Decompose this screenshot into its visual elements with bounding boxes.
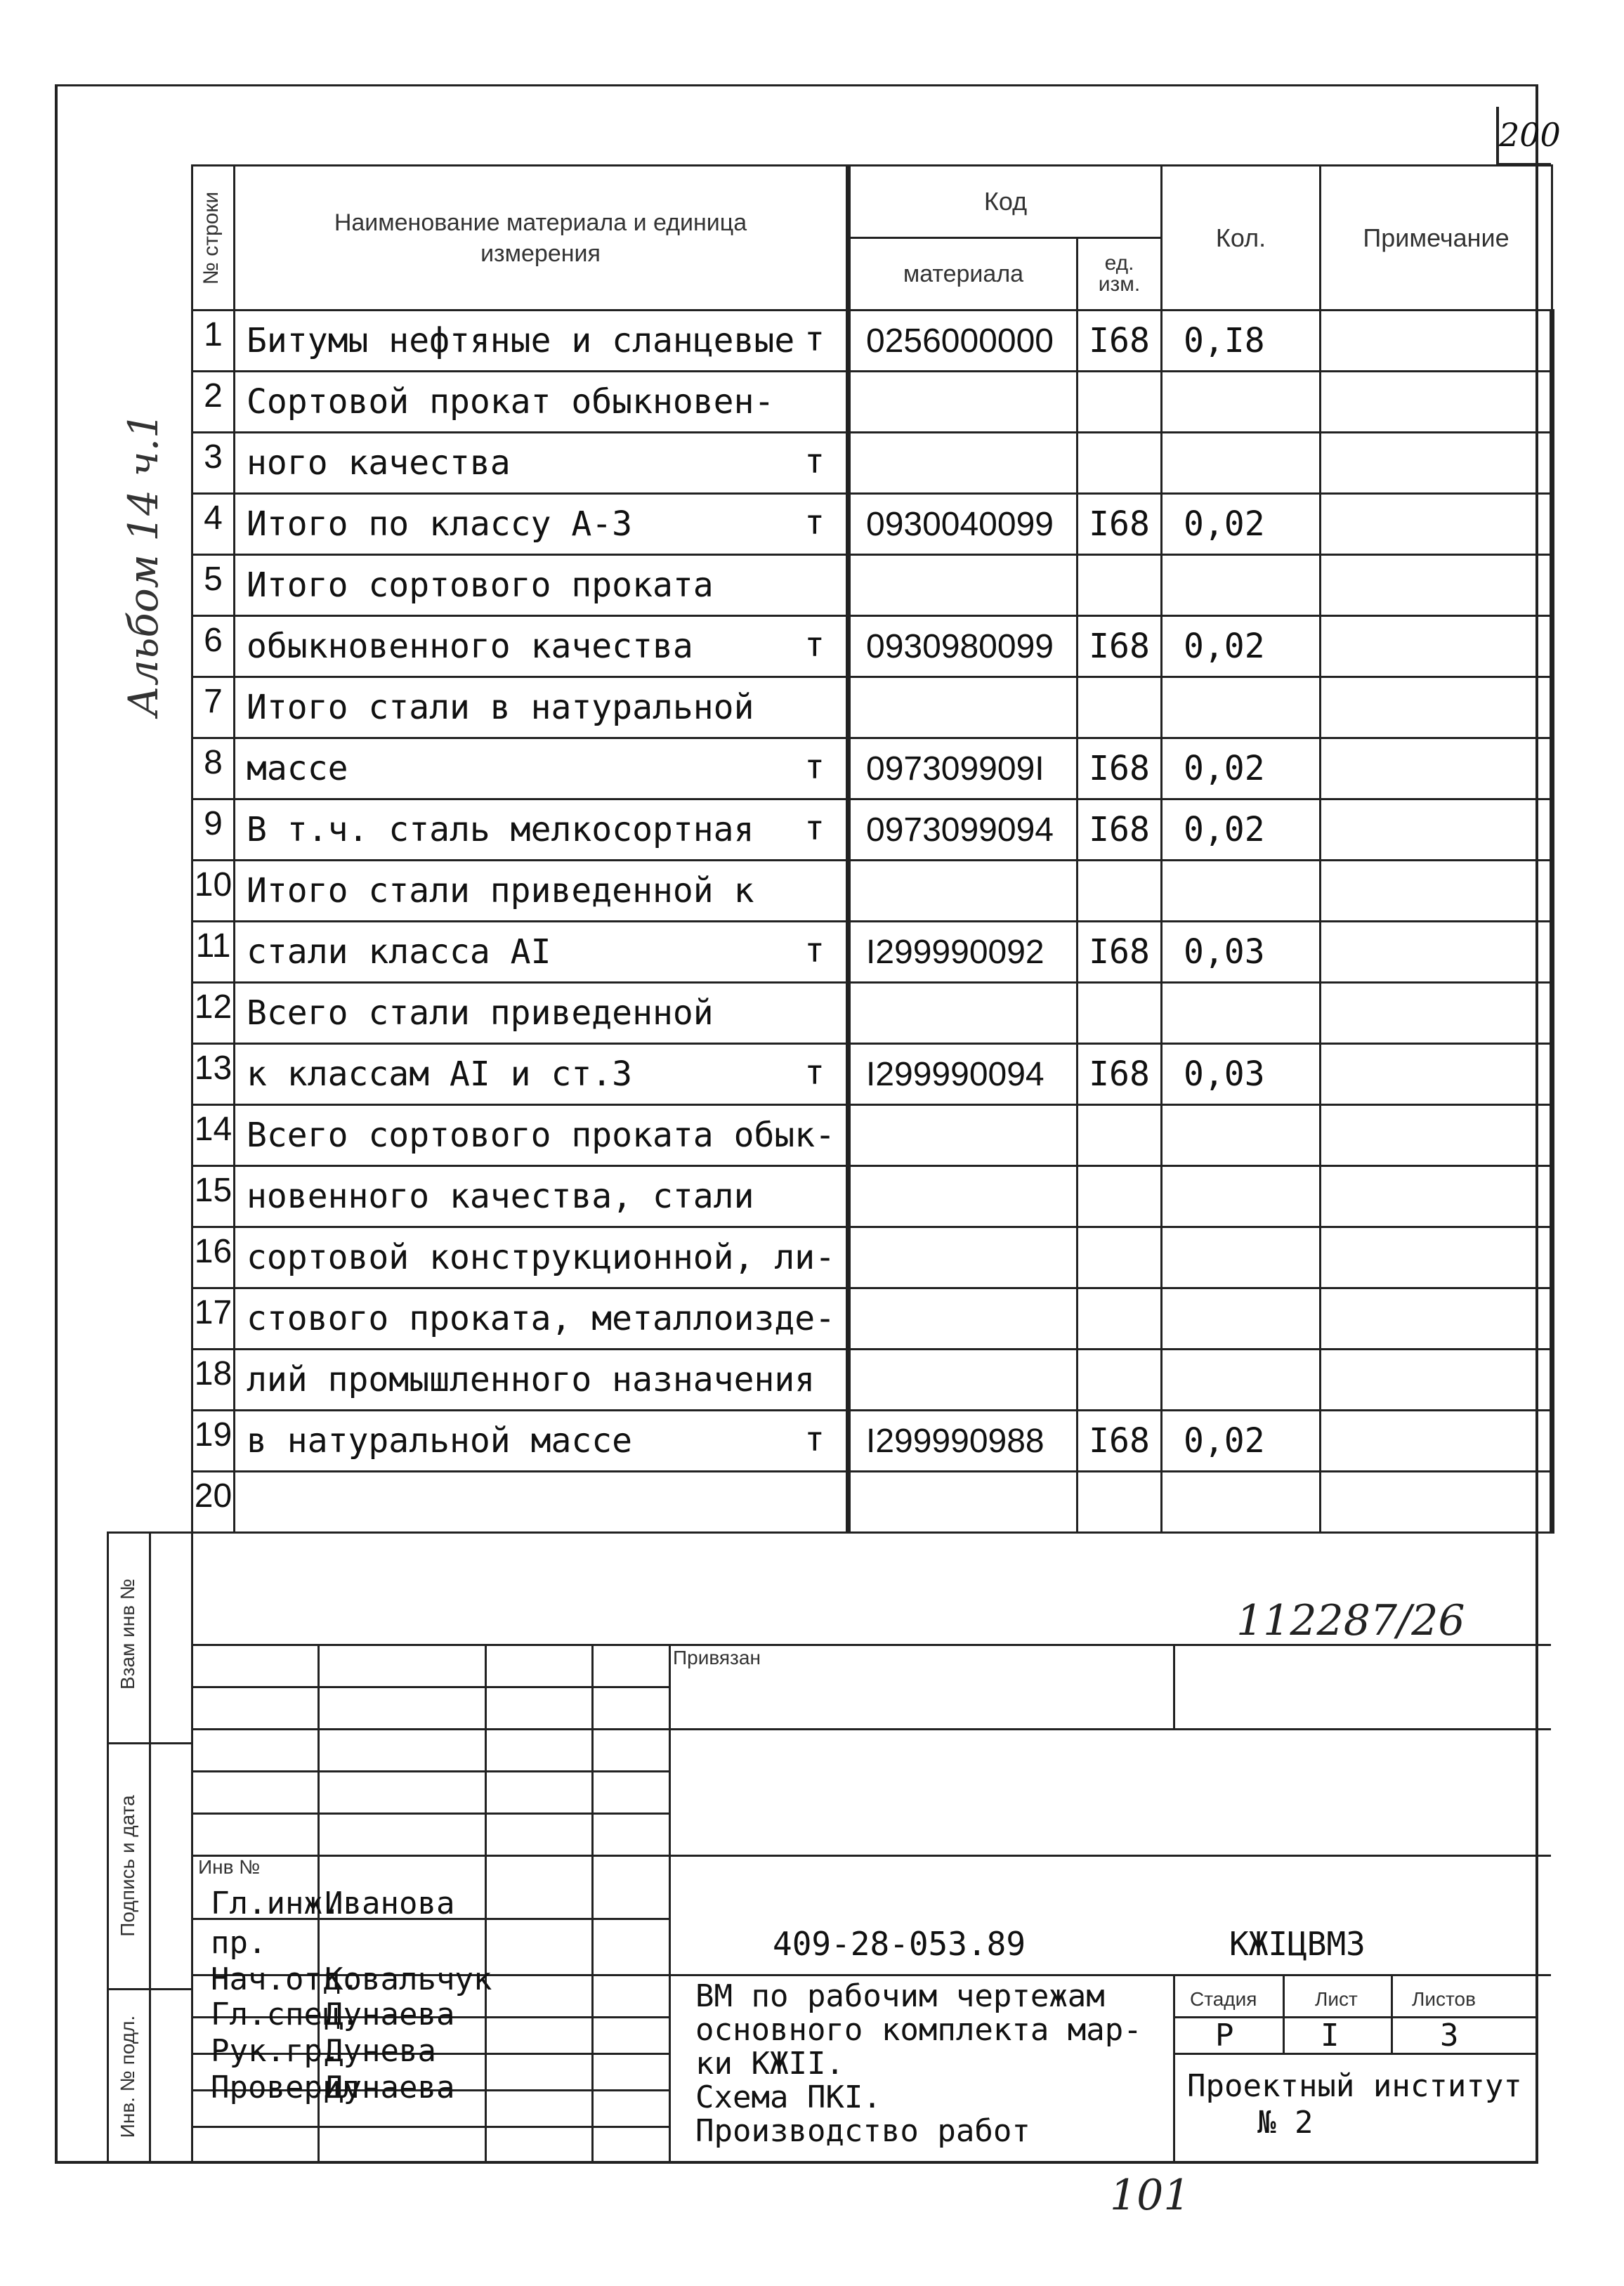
divider	[1173, 1974, 1175, 2164]
signature-name: Дунева	[325, 2033, 436, 2069]
note	[1321, 1411, 1552, 1472]
material-code	[849, 372, 1078, 433]
unit-code	[1078, 983, 1162, 1044]
material-code	[849, 983, 1078, 1044]
quantity: 0,02	[1162, 1411, 1321, 1472]
material-code	[849, 1288, 1078, 1350]
material-name: В т.ч. сталь мелкосортная т	[235, 799, 849, 861]
description-line: основного комплекта мар-	[695, 2012, 1142, 2048]
material-name: Битумы нефтяные и сланцевые т	[235, 311, 849, 372]
material-code: I299990092	[849, 922, 1078, 983]
unit-code: I68	[1078, 738, 1162, 799]
note	[1321, 1044, 1552, 1105]
material-code: I299990988	[849, 1411, 1078, 1472]
row-number: 2	[192, 372, 235, 433]
note	[1321, 677, 1552, 738]
quantity	[1162, 1472, 1321, 1533]
material-name: массе т	[235, 738, 849, 799]
material-name: обыкновенного качества т	[235, 616, 849, 677]
divider	[191, 1813, 669, 1815]
row-number: 1	[192, 311, 235, 372]
podpis-data-label: Подпись и дата	[117, 1795, 138, 1937]
mark-code: КЖIЦВМ3	[1229, 1925, 1366, 1963]
unit-code	[1078, 1227, 1162, 1288]
material-name: стали класса АI т	[235, 922, 849, 983]
row-number: 13	[192, 1044, 235, 1105]
inv-podl-label: Инв. № подл.	[117, 2015, 138, 2138]
divider	[191, 1686, 669, 1688]
quantity: 0,02	[1162, 616, 1321, 677]
divider	[1173, 1644, 1175, 1728]
sheets-label: Листов	[1412, 1988, 1476, 2010]
unit-letter: т	[804, 1053, 825, 1092]
row-number: 7	[192, 677, 235, 738]
description	[695, 1980, 1142, 2148]
header-row-number: № строки	[192, 166, 235, 311]
page-number: 200	[1496, 107, 1551, 166]
signature-role: Гл.спец.	[211, 1997, 360, 2032]
signature-role: Рук.гр.	[211, 2033, 341, 2069]
divider	[191, 2126, 669, 2128]
note	[1321, 1227, 1552, 1288]
unit-code	[1078, 677, 1162, 738]
material-code: 097309909I	[849, 738, 1078, 799]
signature-name: Дунаева	[325, 1997, 455, 2032]
bottom-number: 101	[1110, 2171, 1191, 2220]
row-number: 12	[192, 983, 235, 1044]
unit-code: I68	[1078, 311, 1162, 372]
institute-name: Проектный институт	[1187, 2068, 1522, 2104]
unit-code: I68	[1078, 1411, 1162, 1472]
unit-letter: т	[804, 320, 825, 359]
table-row	[192, 922, 1552, 983]
description-line: ки КЖII.	[695, 2046, 844, 2082]
unit-code: I68	[1078, 494, 1162, 555]
unit-code	[1078, 433, 1162, 494]
material-name: Всего стали приведенной	[235, 983, 849, 1044]
unit-code	[1078, 1105, 1162, 1166]
unit-code: I68	[1078, 922, 1162, 983]
unit-letter: т	[804, 747, 825, 787]
table-row	[192, 372, 1552, 433]
header-name: Наименование материала и единица измерения	[235, 166, 849, 311]
row-number: 3	[192, 433, 235, 494]
unit-letter: т	[804, 442, 825, 481]
sheet-value: I	[1321, 2018, 1340, 2053]
table-row	[192, 738, 1552, 799]
divider	[191, 1855, 1551, 1857]
signature-name: Дунаева	[325, 2070, 455, 2105]
table-row	[192, 616, 1552, 677]
material-code: 0973099094	[849, 799, 1078, 861]
row-number: 14	[192, 1105, 235, 1166]
unit-code	[1078, 372, 1162, 433]
signature-name: Иванова	[325, 1886, 455, 1921]
note	[1321, 555, 1552, 616]
table-row	[192, 1105, 1552, 1166]
table-row	[192, 983, 1552, 1044]
divider	[107, 1531, 109, 2164]
row-number: 9	[192, 799, 235, 861]
quantity	[1162, 1288, 1321, 1350]
signature-role: Нач.отд.	[211, 1961, 360, 1997]
row-number: 16	[192, 1227, 235, 1288]
quantity	[1162, 983, 1321, 1044]
material-name: к классам АI и ст.3 т	[235, 1044, 849, 1105]
unit-code	[1078, 555, 1162, 616]
row-number: 11	[192, 922, 235, 983]
table-row	[192, 555, 1552, 616]
note	[1321, 616, 1552, 677]
quantity	[1162, 555, 1321, 616]
signature-role: Гл.инж.	[211, 1886, 341, 1921]
privyazan-label: Привязан	[673, 1647, 761, 1668]
unit-code: I68	[1078, 1044, 1162, 1105]
quantity	[1162, 1105, 1321, 1166]
unit-letter: т	[804, 1420, 825, 1459]
row-number: 19	[192, 1411, 235, 1472]
row-number: 18	[192, 1350, 235, 1411]
header-unit: ед. изм.	[1078, 238, 1162, 311]
unit-letter: т	[804, 625, 825, 665]
row-number: 6	[192, 616, 235, 677]
material-name: Итого по классу А-3 т	[235, 494, 849, 555]
unit-code	[1078, 1166, 1162, 1227]
signature-role: пр.	[211, 1925, 267, 1961]
unit-code	[1078, 1472, 1162, 1533]
quantity	[1162, 677, 1321, 738]
quantity: 0,02	[1162, 738, 1321, 799]
table-row	[192, 311, 1552, 372]
description-line: Схема ПКI.	[695, 2079, 882, 2115]
quantity	[1162, 1227, 1321, 1288]
material-name: в натуральной массе т	[235, 1411, 849, 1472]
note	[1321, 738, 1552, 799]
table-row	[192, 861, 1552, 922]
material-name: ного качества т	[235, 433, 849, 494]
row-number: 5	[192, 555, 235, 616]
material-code	[849, 1472, 1078, 1533]
note	[1321, 983, 1552, 1044]
material-name: Итого стали в натуральной	[235, 677, 849, 738]
divider	[591, 1644, 594, 2164]
material-code	[849, 1166, 1078, 1227]
header-code: Код	[849, 166, 1162, 238]
row-number: 15	[192, 1166, 235, 1227]
material-code: I299990094	[849, 1044, 1078, 1105]
material-code	[849, 555, 1078, 616]
table-row	[192, 1227, 1552, 1288]
quantity	[1162, 1166, 1321, 1227]
note	[1321, 799, 1552, 861]
unit-code	[1078, 1350, 1162, 1411]
material-name: стового проката, металлоизде-	[235, 1288, 849, 1350]
table-row	[192, 1166, 1552, 1227]
sheets-value: 3	[1440, 2018, 1459, 2053]
stage-label: Стадия	[1190, 1988, 1257, 2010]
unit-code	[1078, 1288, 1162, 1350]
divider	[191, 1728, 1551, 1730]
material-name	[235, 1472, 849, 1533]
table-row	[192, 1411, 1552, 1472]
note	[1321, 1166, 1552, 1227]
row-number: 4	[192, 494, 235, 555]
institute-number: № 2	[1257, 2105, 1314, 2141]
material-name: лий промышленного назначения	[235, 1350, 849, 1411]
note	[1321, 1472, 1552, 1533]
signature-role: Проверил	[211, 2070, 360, 2105]
divider	[1283, 1974, 1285, 2053]
document-code: 409-28-053.89	[773, 1925, 1026, 1963]
unit-code: I68	[1078, 616, 1162, 677]
row-number: 20	[192, 1472, 235, 1533]
material-code	[849, 1350, 1078, 1411]
divider	[149, 1531, 151, 2164]
table-row	[192, 799, 1552, 861]
material-code	[849, 1227, 1078, 1288]
signature-name: Ковальчук	[325, 1961, 492, 1997]
material-name: Сортовой прокат обыкновен-	[235, 372, 849, 433]
quantity	[1162, 433, 1321, 494]
materials-table	[191, 164, 1554, 1534]
sheet-label: Лист	[1315, 1988, 1358, 2010]
note	[1321, 922, 1552, 983]
table-row	[192, 1350, 1552, 1411]
divider	[669, 1644, 671, 2164]
note	[1321, 1105, 1552, 1166]
table-row	[192, 1044, 1552, 1105]
unit-letter: т	[804, 931, 825, 970]
unit-code	[1078, 861, 1162, 922]
handwritten-number: 112287/26	[1236, 1596, 1465, 1645]
row-number: 17	[192, 1288, 235, 1350]
material-code	[849, 433, 1078, 494]
quantity	[1162, 1350, 1321, 1411]
row-number: 10	[192, 861, 235, 922]
table-row	[192, 1288, 1552, 1350]
quantity	[1162, 372, 1321, 433]
quantity: 0,03	[1162, 1044, 1321, 1105]
header-quantity: Кол.	[1162, 166, 1321, 311]
material-code: 0256000000	[849, 311, 1078, 372]
vzam-inv-label: Взам инв №	[117, 1579, 138, 1690]
material-name: новенного качества, стали	[235, 1166, 849, 1227]
note	[1321, 861, 1552, 922]
material-code	[849, 677, 1078, 738]
quantity: 0,02	[1162, 799, 1321, 861]
material-code: 0930980099	[849, 616, 1078, 677]
unit-code: I68	[1078, 799, 1162, 861]
material-name: Всего сортового проката обык-	[235, 1105, 849, 1166]
quantity: 0,I8	[1162, 311, 1321, 372]
divider	[1391, 1974, 1393, 2053]
inv-no-label: Инв №	[198, 1856, 261, 1878]
unit-letter: т	[804, 503, 825, 542]
description-line: ВМ по рабочим чертежам	[695, 1978, 1105, 2014]
row-number: 8	[192, 738, 235, 799]
material-code	[849, 1105, 1078, 1166]
unit-letter: т	[804, 809, 825, 848]
material-name: сортовой конструкционной, ли-	[235, 1227, 849, 1288]
material-code	[849, 861, 1078, 922]
note	[1321, 433, 1552, 494]
divider	[191, 1489, 193, 2164]
divider	[485, 1644, 487, 2164]
material-code: 0930040099	[849, 494, 1078, 555]
stage-value: Р	[1215, 2018, 1234, 2053]
note	[1321, 311, 1552, 372]
quantity	[1162, 861, 1321, 922]
table-row	[192, 677, 1552, 738]
table-row	[192, 433, 1552, 494]
header-material-code: материала	[849, 238, 1078, 311]
material-name: Итого сортового проката	[235, 555, 849, 616]
note	[1321, 1288, 1552, 1350]
table-row	[192, 494, 1552, 555]
quantity: 0,02	[1162, 494, 1321, 555]
album-label: Альбом 14 ч.1	[119, 412, 167, 717]
material-name: Итого стали приведенной к	[235, 861, 849, 922]
header-note: Примечание	[1321, 166, 1552, 311]
note	[1321, 372, 1552, 433]
divider	[191, 1770, 669, 1772]
note	[1321, 494, 1552, 555]
table-row	[192, 1472, 1552, 1533]
note	[1321, 1350, 1552, 1411]
quantity: 0,03	[1162, 922, 1321, 983]
description-line: Производство работ	[695, 2113, 1030, 2149]
